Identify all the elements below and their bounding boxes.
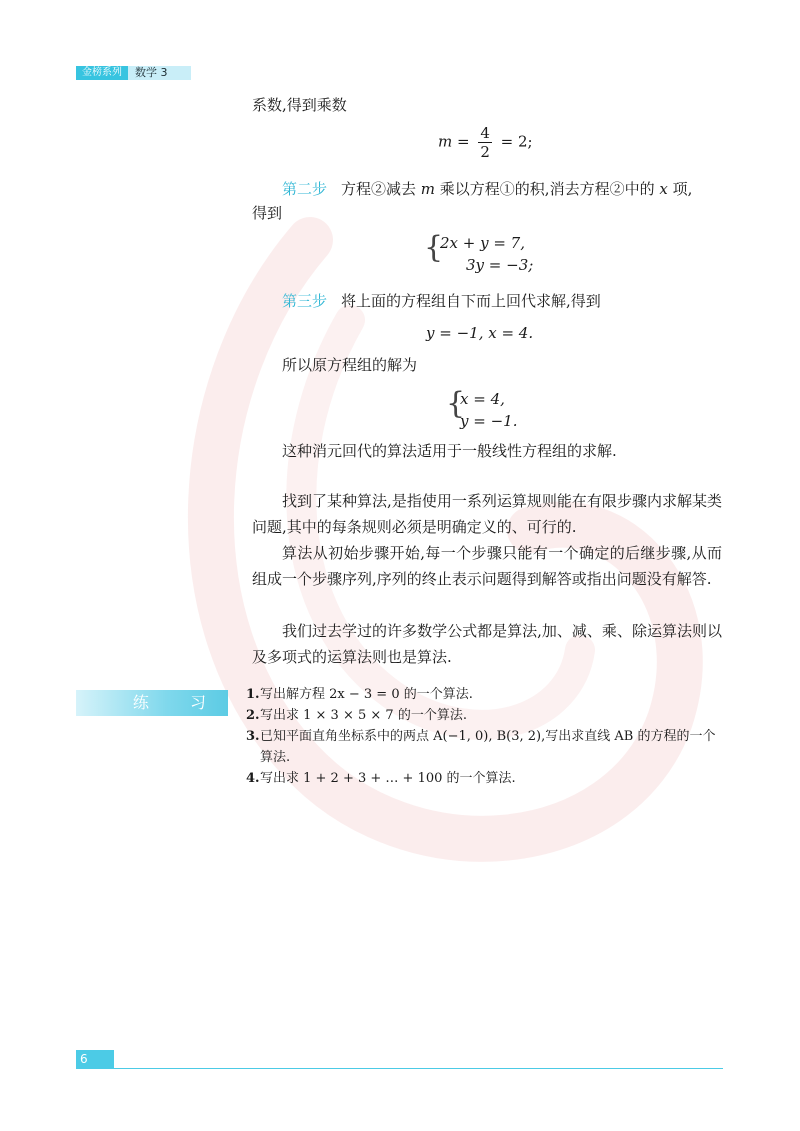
solution-line: y = −1, x = 4. [426, 324, 534, 342]
exercise-text: 写出求 1 + 2 + 3 + … + 100 的一个算法. [260, 771, 516, 786]
exercise-list [246, 684, 724, 789]
paragraph-3: 我们过去学过的许多数学公式都是算法,加、减、乘、除运算法则以及多项式的运算法则也是算法. [252, 622, 722, 666]
system1-brace: { [424, 230, 444, 265]
exercise-text: 已知平面直角坐标系中的两点 A(−1, 0), B(3, 2),写出求直线 AB 的方程的一个算法. [260, 729, 716, 765]
exercise-text: 写出解方程 2x − 3 = 0 的一个算法. [260, 687, 473, 702]
paragraph-2: 算法从初始步骤开始,每一个步骤只能有一个确定的后继步骤,从而组成一个步骤序列,序列的终止表示问题得到解答或指出问题没有解答. [252, 544, 722, 588]
system1 [440, 232, 533, 276]
exercise-item [246, 684, 724, 705]
system2-row1: x = 4, [460, 390, 505, 408]
exercise-number: 4. [246, 771, 260, 786]
step3-line [282, 290, 601, 312]
footer-rule [114, 1068, 723, 1069]
fraction-denominator: 2 [480, 143, 490, 161]
exercise-banner: 练 习 [76, 690, 228, 716]
fraction-numerator: 4 [480, 124, 490, 142]
series-name: 金榜系列 [76, 66, 128, 80]
summary-line: 这种消元回代的算法适用于一般线性方程组的求解. [282, 442, 617, 460]
exercise-item [246, 705, 724, 726]
step3-text: 将上面的方程组自下而上回代求解,得到 [341, 292, 601, 310]
step2-var-x: x [659, 180, 668, 198]
step2-var-m: m [420, 180, 436, 198]
step2-text-c: 项, [667, 180, 693, 198]
exercise-item [246, 768, 724, 789]
eq-m-rhs: = 2; [500, 132, 533, 151]
intro-line: 系数,得到乘数 [252, 96, 347, 114]
equation-m [438, 124, 533, 161]
fraction [478, 124, 492, 161]
step3-label: 第三步 [282, 292, 328, 310]
exercise-number: 1. [246, 687, 260, 702]
exercise-item [246, 726, 724, 768]
step2-text-b: 乘以方程①的积,消去方程②中的 [435, 180, 660, 198]
step2-text-a: 方程②减去 [341, 180, 421, 198]
system2-brace: { [446, 386, 466, 421]
exercise-text: 写出求 1 × 3 × 5 × 7 的一个算法. [260, 708, 467, 723]
system1-row2: 3y = −3; [466, 256, 534, 274]
step2-line [282, 178, 692, 200]
system1-row1: 2x + y = 7, [440, 234, 525, 252]
book-title: 数学 3 [128, 66, 191, 80]
series-tag [76, 66, 191, 80]
exercise-number: 3. [246, 729, 260, 744]
system2 [460, 388, 517, 432]
paragraph-1: 找到了某种算法,是指使用一系列运算规则能在有限步骤内求解某类问题,其中的每条规则必须是明确定义的、可行的. [252, 492, 722, 536]
page-number: 6 [76, 1050, 114, 1069]
exercise-number: 2. [246, 708, 260, 723]
system2-row2: y = −1. [460, 412, 518, 430]
eq-m-lhs: m = [438, 132, 470, 151]
step2-line2: 得到 [252, 204, 283, 222]
conclusion-intro: 所以原方程组的解为 [282, 356, 418, 374]
step2-label: 第二步 [282, 180, 328, 198]
